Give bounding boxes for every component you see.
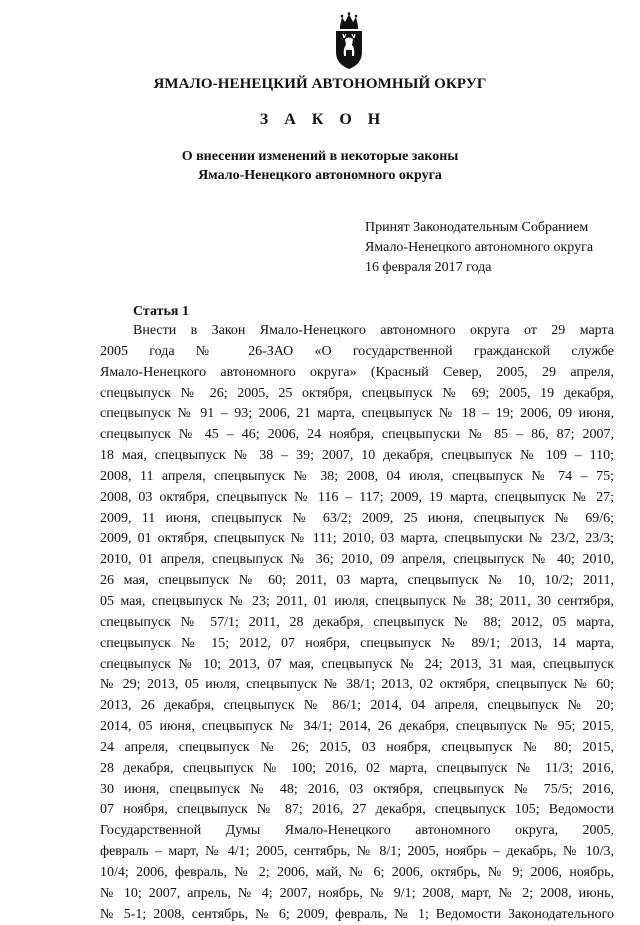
- article-line: 2005 года № 26-ЗАО «О государственной гражданской службе: [100, 343, 614, 359]
- article-line: спецвыпуск № 26; 2005, 25 октября, спецвыпуск № 69; 2005, 19 декабря,: [100, 385, 614, 401]
- article-line: 2010, 01 апреля, спецвыпуск № 36; 2010, 09 апреля, спецвыпуск № 40; 2010,: [100, 552, 614, 568]
- article-body: [100, 321, 614, 925]
- adoption-date: 16 февраля 2017 года: [365, 260, 492, 275]
- law-subject-line: Ямало-Ненецкого автономного округа: [198, 168, 442, 183]
- article-line: февраль – март, № 4/1; 2005, сентябрь, № 8/1; 2005, ноябрь – декабрь, № 10/3,: [100, 844, 614, 860]
- law-subject: [0, 147, 640, 185]
- article-title: Статья 1: [133, 304, 189, 319]
- article-line: 30 июня, спецвыпуск № 48; 2016, 03 октября, спецвыпуск № 75/5; 2016,: [100, 781, 614, 797]
- law-subject-line: О внесении изменений в некоторые законы: [181, 149, 459, 164]
- article-line: 24 апреля, спецвыпуск № 26; 2015, 03 ноября, спецвыпуск № 80; 2015,: [100, 739, 614, 755]
- document-type-title: З А К О Н: [259, 111, 387, 128]
- article-line: 05 мая, спецвыпуск № 23; 2011, 01 июля, спецвыпуск № 38; 2011, 30 сентября,: [100, 593, 614, 609]
- article-line: спецвыпуск № 57/1; 2011, 28 декабря, спецвыпуск № 88; 2012, 05 марта,: [100, 614, 614, 630]
- region-title: ЯМАЛО-НЕНЕЦКИЙ АВТОНОМНЫЙ ОКРУГ: [153, 76, 487, 92]
- article-line: 2014, 05 июня, спецвыпуск № 34/1; 2014, 26 декабря, спецвыпуск № 95; 2015,: [100, 719, 614, 735]
- article-line: 2009, 01 октября, спецвыпуск № 111; 2010, 03 марта, спецвыпуски № 23/2, 23/3;: [100, 531, 614, 547]
- article-line: 2008, 11 апреля, спецвыпуск № 38; 2008, 04 июля, спецвыпуск № 74 – 75;: [100, 468, 614, 484]
- article-line: № 10; 2007, апрель, № 4; 2007, ноябрь, № 9/1; 2008, март, № 2; 2008, июнь,: [100, 885, 614, 901]
- article-line: 26 мая, спецвыпуск № 60; 2011, 03 марта, спецвыпуск № 10, 10/2; 2011,: [100, 573, 614, 589]
- article-line: 18 мая, спецвыпуск № 38 – 39; 2007, 10 декабря, спецвыпуск № 109 – 110;: [100, 448, 614, 464]
- article-line: Государственной Думы Ямало-Ненецкого автономного округа, 2005,: [100, 823, 614, 839]
- article-line: 2009, 11 июня, спецвыпуск № 63/2; 2009, 25 июня, спецвыпуск № 69/6;: [100, 510, 614, 526]
- article-line: спецвыпуск № 15; 2012, 07 ноября, спецвыпуск № 89/1; 2013, 14 марта,: [100, 635, 614, 651]
- article-line: 28 декабря, спецвыпуск № 100; 2016, 02 марта, спецвыпуск № 11/3; 2016,: [100, 760, 614, 776]
- article-line: спецвыпуск № 45 – 46; 2006, 24 ноября, спецвыпуски № 85 – 86, 87; 2007,: [100, 427, 614, 443]
- article-line: Внести в Закон Ямало-Ненецкого автономного округа от 29 марта: [133, 323, 614, 338]
- article-line: Ямало-Ненецкого автономного округа» (Красный Север, 2005, 29 апреля,: [100, 364, 614, 380]
- adoption-line: Принят Законодательным Собранием: [365, 220, 589, 235]
- article-line: спецвыпуск № 91 – 93; 2006, 21 марта, спецвыпуск № 18 – 19; 2006, 09 июня,: [100, 406, 614, 422]
- adoption-line: Ямало-Ненецкого автономного округа: [365, 240, 594, 255]
- article-line: № 29; 2013, 05 июля, спецвыпуск № 38/1; 2013, 02 октября, спецвыпуск № 60;: [100, 677, 614, 693]
- adoption-note: [365, 218, 593, 278]
- article-line: 2013, 26 декабря, спецвыпуск № 86/1; 2014, 04 апреля, спецвыпуск № 20;: [100, 698, 614, 714]
- article-line: 07 ноября, спецвыпуск № 87; 2016, 27 декабря, спецвыпуск 105; Ведомости: [100, 802, 614, 818]
- article-line: 2008, 03 октября, спецвыпуск № 116 – 117; 2009, 19 марта, спецвыпуск № 27;: [100, 489, 614, 505]
- article-line: № 5-1; 2008, сентябрь, № 6; 2009, февраль, № 1; Ведомости Законодательного: [100, 906, 614, 922]
- article-line: спецвыпуск № 10; 2013, 07 мая, спецвыпуск № 24; 2013, 31 мая, спецвыпуск: [100, 656, 614, 672]
- coat-of-arms-icon: [334, 12, 364, 70]
- article-line: 10/4; 2006, февраль, № 2; 2006, май, № 6; 2006, октябрь, № 9; 2006, ноябрь,: [100, 864, 614, 880]
